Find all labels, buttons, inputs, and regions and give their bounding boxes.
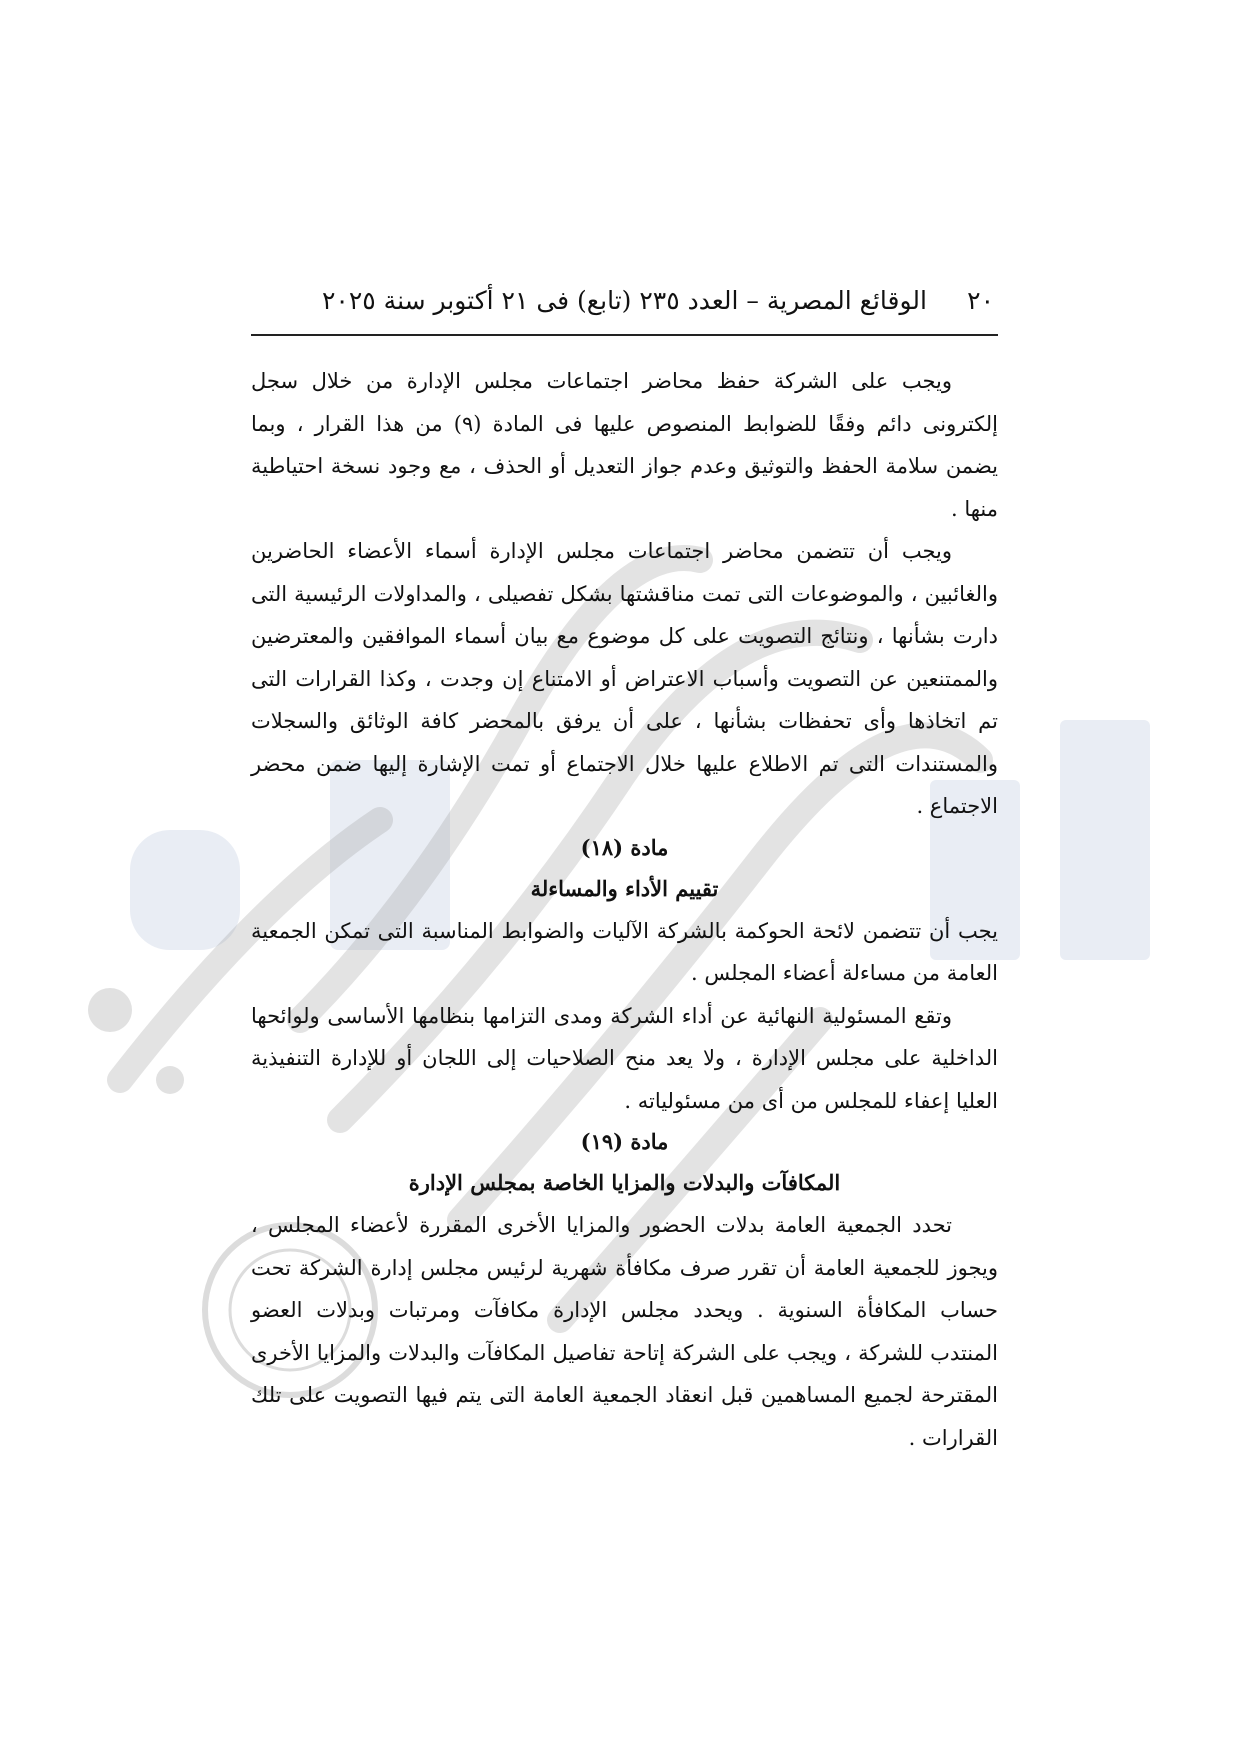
paragraph: تحدد الجمعية العامة بدلات الحضور والمزايا الأخرى المقررة لأعضاء المجلس ، ويجوز للجمعية العامة أن تقرر صرف مكافأة شهرية لرئيس مجلس إدارة الشركة تحت حساب المكافأة السنوية . ويحدد مجلس الإدارة مكافآت ومرتبات وبدلات العضو المنتدب للشركة ، ويجب على الشركة إتاحة تفاصيل المكافآت والبدلات والمزايا الأخرى المقترحة لجميع المساهمين قبل انعقاد الجمعية العامة التى يتم فيها التصويت على تلك القرارات . <box>251 1213 998 1450</box>
header-title: الوقائع المصرية – العدد ٢٣٥ (تابع) فى ٢١ أكتوبر سنة ٢٠٢٥ <box>322 286 927 315</box>
header-divider <box>251 334 998 336</box>
article-18-number: مادة (١٨) <box>580 834 669 860</box>
page-header <box>322 282 998 322</box>
paragraph: ويجب أن تتضمن محاضر اجتماعات مجلس الإدارة أسماء الأعضاء الحاضرين والغائبين ، والموضوعات التى تمت مناقشتها بشكل تفصيلى ، والمداولات الرئيسية التى دارت بشأنها ، ونتائج التصويت على كل موضوع مع بيان أسماء الموافقين والمعترضين والممتنعين عن التصويت وأسباب الاعتراض أو الامتناع إن وجدت ، وكذا القرارات التى تم اتخاذها وأى تحفظات بشأنها ، على أن يرفق بالمحضر كافة الوثائق والسجلات والمستندات التى تم الاطلاع عليها خلال الاجتماع أو تمت الإشارة إليها ضمن محضر الاجتماع . <box>251 539 998 818</box>
article-19-title: المكافآت والبدلات والمزايا الخاصة بمجلس الإدارة <box>408 1170 841 1195</box>
page-number: ٢٠ <box>967 286 994 315</box>
watermark-dot <box>88 988 132 1032</box>
watermark-dot <box>156 1066 184 1094</box>
paragraph: يجب أن تتضمن لائحة الحوكمة بالشركة الآليات والضوابط المناسبة التى تمكن الجمعية العامة من مساءلة أعضاء المجلس . <box>251 918 998 985</box>
document-body <box>251 360 998 1459</box>
paragraph: ويجب على الشركة حفظ محاضر اجتماعات مجلس الإدارة من خلال سجل إلكترونى دائم وفقًا للضوابط المنصوص عليها فى المادة (٩) من هذا القرار ، وبما يضمن سلامة الحفظ والتوثيق وعدم جواز التعديل أو الحذف ، مع وجود نسخة احتياطية منها . <box>251 369 998 521</box>
paragraph: وتقع المسئولية النهائية عن أداء الشركة ومدى التزامها بنظامها الأساسى ولوائحها الداخلية على مجلس الإدارة ، ولا يعد منح الصلاحيات إلى اللجان أو للإدارة التنفيذية العليا إعفاء للمجلس من أى من مسئولياته . <box>251 1003 998 1113</box>
article-18-title: تقييم الأداء والمساءلة <box>530 875 719 901</box>
article-19-number: مادة (١٩) <box>580 1129 669 1154</box>
